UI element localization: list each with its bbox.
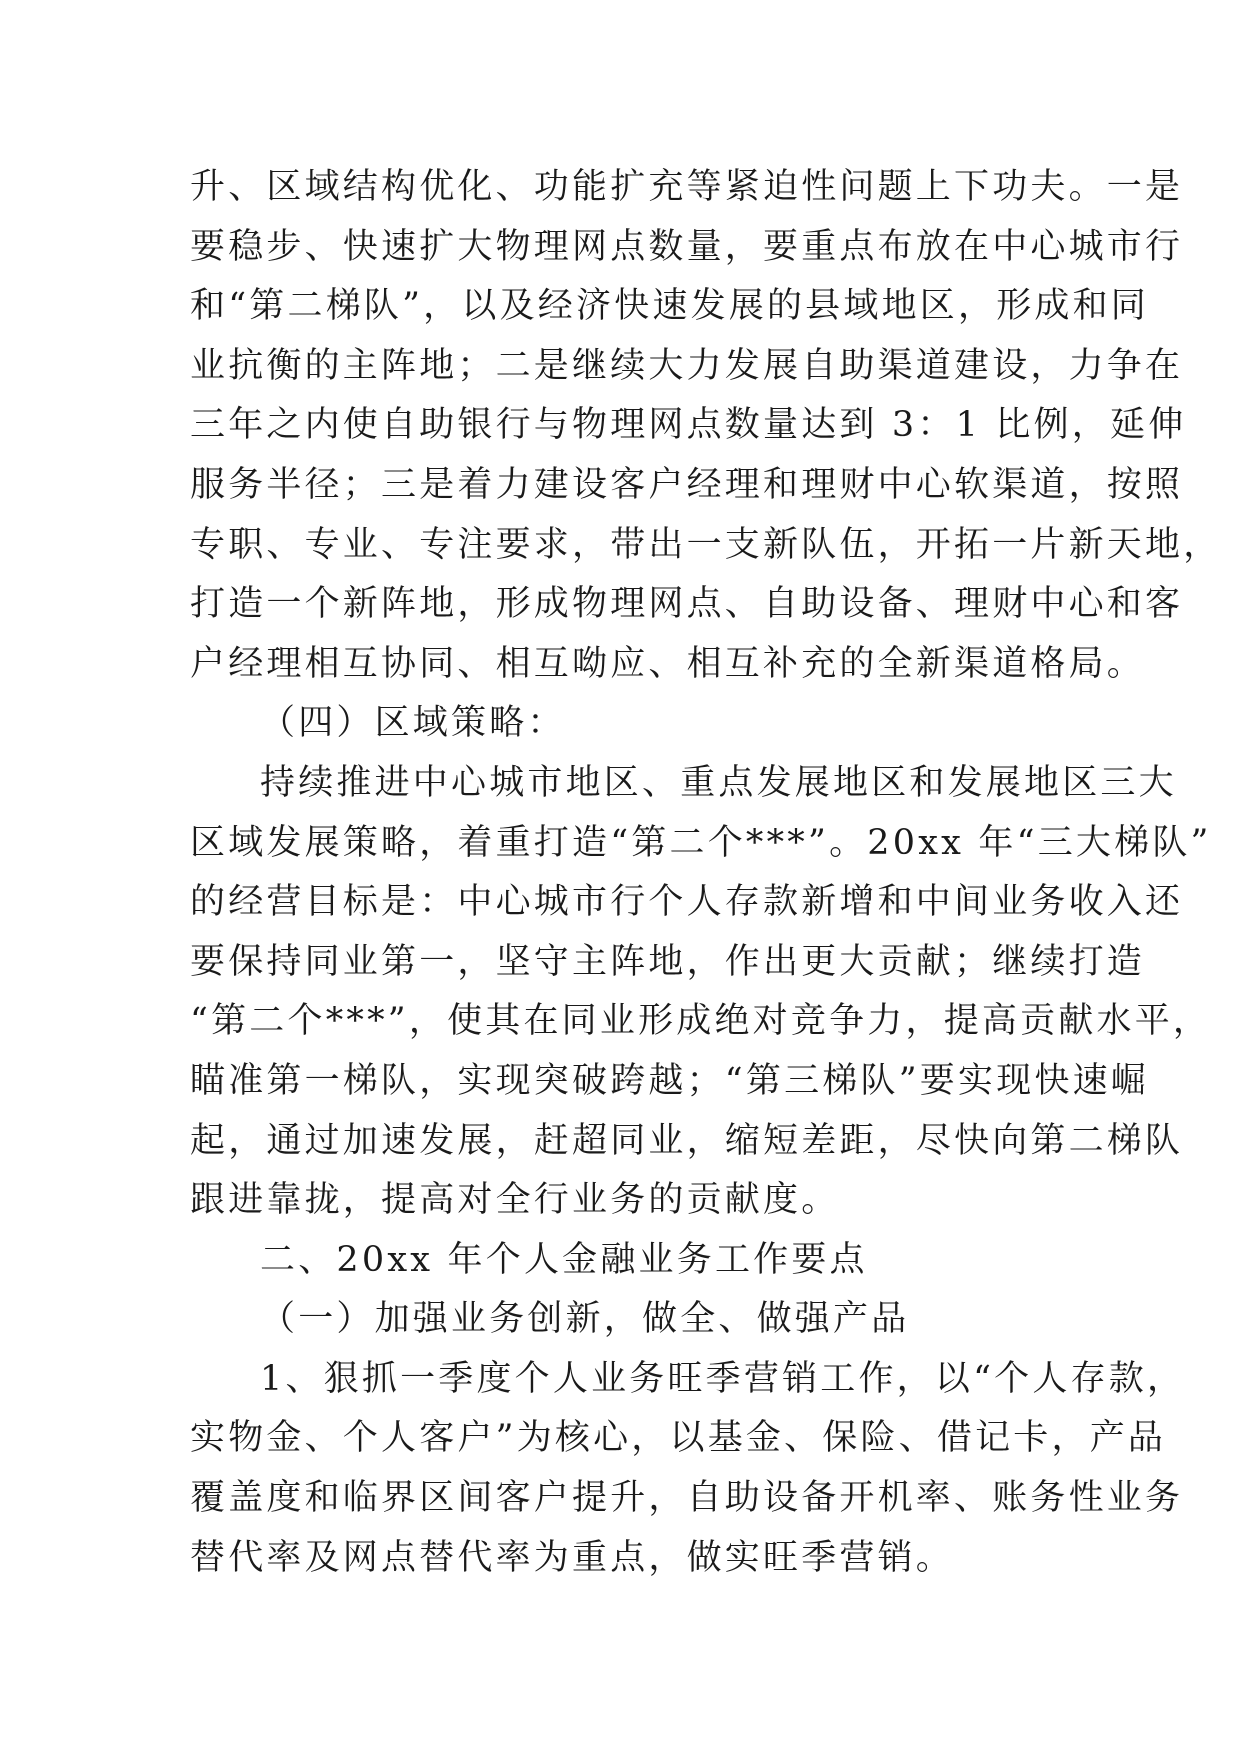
- text-line: 要保持同业第一，坚守主阵地，作出更大贡献；继续打造: [190, 941, 1146, 982]
- text-line: 和“第二梯队”，以及经济快速发展的县域地区，形成和同: [190, 286, 1149, 327]
- text-line: 的经营目标是：中心城市行个人存款新增和中间业务收入还: [190, 882, 1184, 923]
- body-text: [190, 158, 1222, 1588]
- text-line: 服务半径；三是着力建设客户经理和理财中心软渠道，按照: [190, 464, 1184, 505]
- text-line: 户经理相互协同、相互呦应、相互补充的全新渠道格局。: [190, 643, 1146, 684]
- text-line: 业抗衡的主阵地；二是继续大力发展自助渠道建设，力争在: [190, 345, 1184, 386]
- text-line: 跟进靠拢，提高对全行业务的贡献度。: [190, 1180, 840, 1221]
- text-line: 专职、专业、专注要求，带出一支新队伍，开拓一片新天地，: [190, 524, 1222, 565]
- text-line: 起，通过加速发展，赶超同业，缩短差距，尽快向第二梯队: [190, 1120, 1184, 1161]
- text-line: 三年之内使自助银行与物理网点数量达到 3：1 比例，延伸: [190, 405, 1187, 446]
- text-line: 实物金、个人客户”为核心，以基金、保险、借记卡，产品: [190, 1418, 1167, 1459]
- section-heading: 二、20xx 年个人金融业务工作要点: [260, 1239, 868, 1280]
- section-heading: （四）区域策略：: [260, 703, 566, 744]
- text-line: 替代率及网点替代率为重点，做实旺季营销。: [190, 1537, 955, 1578]
- text-line: 要稳步、快速扩大物理网点数量，要重点布放在中心城市行: [190, 226, 1184, 267]
- text-line: 打造一个新阵地，形成物理网点、自助设备、理财中心和客: [190, 584, 1184, 625]
- subsection-heading: （一）加强业务创新，做全、做强产品: [260, 1299, 910, 1340]
- text-line: 覆盖度和临界区间客户提升，自助设备开机率、账务性业务: [190, 1478, 1184, 1519]
- paragraph-first-line: 持续推进中心城市地区、重点发展地区和发展地区三大: [260, 762, 1177, 803]
- paragraph-first-line: 1、狠抓一季度个人业务旺季营销工作，以“个人存款，: [260, 1358, 1186, 1399]
- text-line: “第二个***”，使其在同业形成绝对竞争力，提高贡献水平，: [190, 1001, 1212, 1042]
- text-line: 区域发展策略，着重打造“第二个***”。20xx 年“三大梯队”: [190, 822, 1212, 863]
- text-line: 升、区域结构优化、功能扩充等紧迫性问题上下功夫。一是: [190, 167, 1184, 207]
- text-line: 瞄准第一梯队，实现突破跨越；“第三梯队”要实现快速崛: [190, 1060, 1149, 1101]
